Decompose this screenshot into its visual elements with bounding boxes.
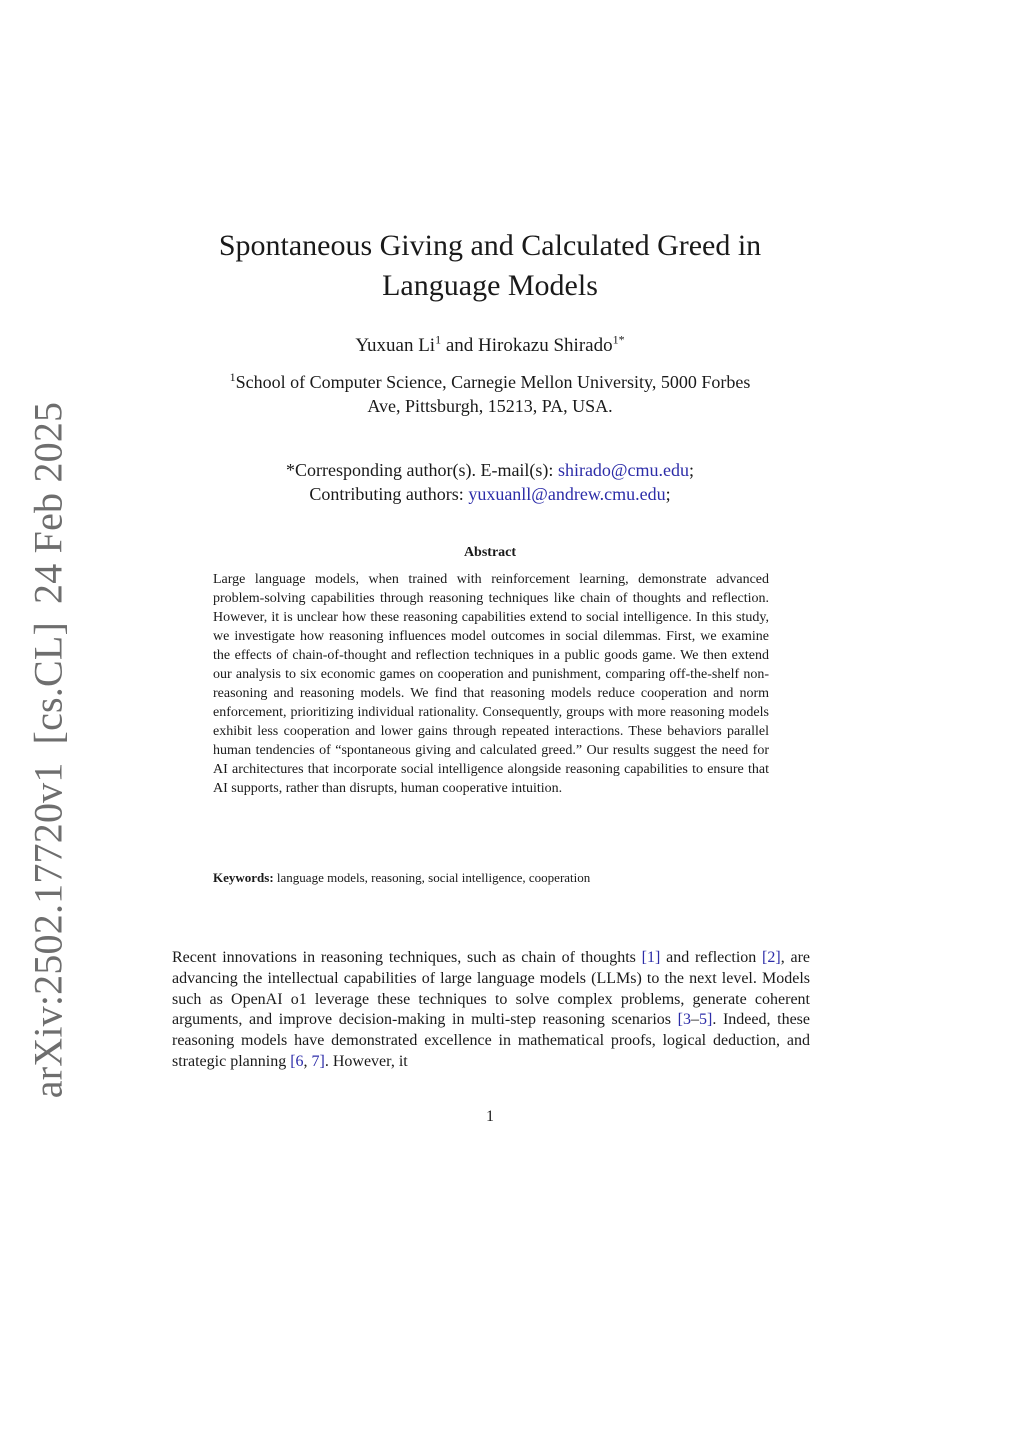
arxiv-identifier: arXiv:2502.17720v1 [25, 762, 71, 1099]
arxiv-category: [cs.CL] [25, 621, 71, 745]
correspondence-block [150, 458, 830, 506]
citation-link[interactable]: 7] [311, 1052, 325, 1070]
corresponding-label: *Corresponding author(s). E-mail(s): [285, 460, 554, 480]
author-list [150, 334, 830, 358]
intro-text: . However, it [324, 1052, 408, 1070]
intro-text: and reflection [660, 949, 763, 966]
affiliation-line-1: School of Computer Science, Carnegie Mellon University, 5000 Forbes [235, 372, 751, 392]
author-conjunction: and [445, 335, 474, 356]
author-affiliation-marker: 1 [435, 332, 442, 347]
corresponding-email-link[interactable]: shirado@cmu.edu [557, 460, 689, 480]
abstract-body: Large language models, when trained with reinforcement learning, demonstrate advanced problem-solving capabilities through reasoning techniques like chain of thoughts and reflection. However, it is unclear how these reasoning capabilities extend to social intelligence. In this study, we investigate how reasoning influences model outcomes in social dilemmas. First, we examine the effects of chain-of-thought and reflection techniques in a public goods game. We then extend our analysis to six economic games on cooperation and punishment, comparing off-the-shelf non-reasoning and reasoning models. We find that reasoning models reduce cooperation and norm enforcement, prioritizing individual rationality. Consequently, groups with more reasoning models exhibit less cooperation and lower gains through repeated interactions. These behaviors parallel human tendencies of “spontaneous giving and calculated greed.” Our results suggest the need for AI architectures that incorporate social intelligence alongside reasoning capabilities to ensure that AI supports, rather than disrupts, human cooperative intuition. [213, 572, 769, 796]
affiliation [190, 370, 790, 418]
author-affiliation-marker: 1* [612, 332, 625, 347]
page-number: 1 [486, 1108, 494, 1125]
keywords-label: Keywords: [213, 870, 274, 885]
author-name: Yuxuan Li [355, 335, 436, 356]
affiliation-line-2: Ave, Pittsburgh, 15213, PA, USA. [367, 396, 613, 416]
citation-separator: , [303, 1052, 312, 1070]
citation-link[interactable]: [3 [677, 1011, 691, 1029]
author-name: Hirokazu Shirado [478, 335, 613, 356]
citation-link[interactable]: [1] [641, 949, 661, 966]
citation-link[interactable]: [6 [290, 1052, 304, 1070]
title-line-2: Language Models [382, 269, 598, 302]
affiliation-marker: 1 [229, 370, 236, 384]
intro-text: , are advancing the intellectual capabilities of large language models (LLMs) to the next level. Models such as OpenAI o1 leverage these techniques to solve complex problems, generate coherent arguments, and improve decision-making in multi-step reasoning scenarios [172, 949, 811, 1029]
arxiv-stamp [25, 402, 72, 1098]
email-separator: ; [665, 484, 671, 504]
intro-text: . Indeed, these reasoning models have demonstrated excellence in mathematical proofs, logical deduction, and strategic planning [172, 1011, 811, 1070]
abstract-heading: Abstract [463, 545, 517, 560]
citation-link[interactable]: 5] [698, 1011, 713, 1029]
intro-paragraph [172, 948, 810, 1073]
intro-text: Recent innovations in reasoning techniques, such as chain of thoughts [172, 949, 642, 966]
citation-dash: – [690, 1011, 699, 1029]
arxiv-date: 24 Feb 2025 [25, 401, 71, 604]
paper-title [150, 226, 830, 306]
citation-link[interactable]: [2] [762, 949, 781, 966]
keywords-text: language models, reasoning, social intelligence, cooperation [276, 870, 591, 885]
keywords [213, 868, 769, 887]
contributing-label: Contributing authors: [309, 484, 464, 504]
contributing-email-link[interactable]: yuxuanll@andrew.cmu.edu [468, 484, 666, 504]
email-separator: ; [688, 460, 694, 480]
title-line-1: Spontaneous Giving and Calculated Greed in [218, 229, 762, 262]
